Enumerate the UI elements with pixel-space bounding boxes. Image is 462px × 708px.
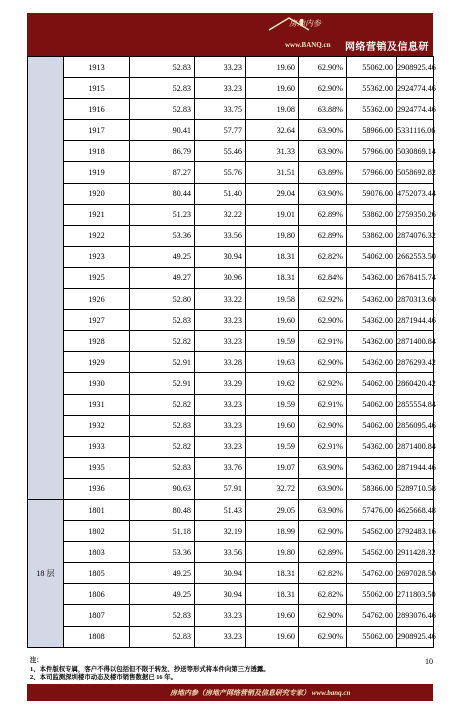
value-cell: 33.23 [195, 626, 246, 647]
value-cell: 62.90% [299, 57, 347, 78]
value-cell: 5058692.82 [397, 162, 434, 183]
floor-cell [28, 57, 64, 500]
value-cell: 62.90% [299, 415, 347, 436]
value-cell: 30.96 [195, 267, 246, 288]
value-cell: 80.44 [130, 183, 195, 204]
value-cell: 53862.00 [347, 225, 397, 246]
value-cell: 62.89% [299, 204, 347, 225]
value-cell: 19.60 [246, 57, 299, 78]
unit-number-cell: 1930 [64, 373, 130, 394]
value-cell: 5289710.58 [397, 478, 434, 499]
value-cell: 52.83 [130, 457, 195, 478]
value-cell: 62.90% [299, 352, 347, 373]
value-cell: 52.82 [130, 394, 195, 415]
table-row [28, 563, 434, 584]
value-cell: 2792483.16 [397, 521, 434, 542]
table-row [28, 99, 434, 120]
value-cell: 54762.00 [347, 605, 397, 626]
value-cell: 30.94 [195, 563, 246, 584]
value-cell: 63.90% [299, 457, 347, 478]
header-title: 网络营销及信息研究专家 [345, 42, 429, 68]
table-row [28, 415, 434, 436]
table-row [28, 478, 434, 499]
unit-number-cell: 1920 [64, 183, 130, 204]
table-row [28, 246, 434, 267]
value-cell: 49.27 [130, 267, 195, 288]
value-cell: 2874076.32 [397, 225, 434, 246]
value-cell: 54362.00 [347, 457, 397, 478]
value-cell: 52.91 [130, 373, 195, 394]
value-cell: 52.83 [130, 99, 195, 120]
value-cell: 2871944.46 [397, 457, 434, 478]
value-cell: 19.60 [246, 78, 299, 99]
value-cell: 2759350.26 [397, 204, 434, 225]
value-cell: 18.31 [246, 267, 299, 288]
value-cell: 62.91% [299, 436, 347, 457]
value-cell: 33.23 [195, 78, 246, 99]
value-cell: 62.90% [299, 521, 347, 542]
table-row [28, 310, 434, 331]
value-cell: 54362.00 [347, 331, 397, 352]
value-cell: 54062.00 [347, 415, 397, 436]
value-cell: 33.28 [195, 352, 246, 373]
page-number: 10 [425, 657, 433, 666]
table-row [28, 267, 434, 288]
value-cell: 54062.00 [347, 246, 397, 267]
table-row [28, 331, 434, 352]
value-cell: 62.89% [299, 542, 347, 563]
value-cell: 19.63 [246, 352, 299, 373]
unit-number-cell: 1919 [64, 162, 130, 183]
value-cell: 18.31 [246, 563, 299, 584]
unit-number-cell: 1931 [64, 394, 130, 415]
value-cell: 58366.00 [347, 478, 397, 499]
table-row [28, 521, 434, 542]
value-cell: 55362.00 [347, 99, 397, 120]
value-cell: 54362.00 [347, 267, 397, 288]
table-row [28, 457, 434, 478]
value-cell: 55062.00 [347, 626, 397, 647]
value-cell: 51.23 [130, 204, 195, 225]
value-cell: 53.36 [130, 542, 195, 563]
value-cell: 54062.00 [347, 373, 397, 394]
value-cell: 18.31 [246, 246, 299, 267]
value-cell: 31.33 [246, 141, 299, 162]
value-cell: 63.89% [299, 162, 347, 183]
value-cell: 19.60 [246, 626, 299, 647]
value-cell: 31.51 [246, 162, 299, 183]
unit-number-cell: 1928 [64, 331, 130, 352]
value-cell: 33.23 [195, 310, 246, 331]
table-row [28, 542, 434, 563]
value-cell: 2876293.42 [397, 352, 434, 373]
value-cell: 33.75 [195, 99, 246, 120]
value-cell: 62.90% [299, 78, 347, 99]
table-row [28, 436, 434, 457]
value-cell: 90.41 [130, 120, 195, 141]
value-cell: 80.48 [130, 499, 195, 520]
value-cell: 52.83 [130, 310, 195, 331]
value-cell: 52.82 [130, 436, 195, 457]
value-cell: 57476.00 [347, 499, 397, 520]
table-row [28, 352, 434, 373]
footer-text: 房地内参（房地产网络营销及信息研究专家） www.banq.cn [170, 689, 351, 697]
value-cell: 62.82% [299, 246, 347, 267]
value-cell: 33.29 [195, 373, 246, 394]
unit-number-cell: 1808 [64, 626, 130, 647]
value-cell: 52.83 [130, 78, 195, 99]
unit-number-cell: 1806 [64, 584, 130, 605]
value-cell: 4625668.48 [397, 499, 434, 520]
value-cell: 2908925.46 [397, 626, 434, 647]
value-cell: 62.89% [299, 225, 347, 246]
table-row [28, 204, 434, 225]
value-cell: 33.22 [195, 289, 246, 310]
value-cell: 54062.00 [347, 394, 397, 415]
value-cell: 5030869.14 [397, 141, 434, 162]
value-cell: 54762.00 [347, 563, 397, 584]
notes [30, 657, 270, 683]
value-cell: 2871400.84 [397, 436, 434, 457]
unit-number-cell: 1929 [64, 352, 130, 373]
value-cell: 2893076.46 [397, 605, 434, 626]
value-cell: 33.23 [195, 331, 246, 352]
value-cell: 19.60 [246, 415, 299, 436]
value-cell: 33.23 [195, 605, 246, 626]
table-row [28, 626, 434, 647]
value-cell: 53.36 [130, 225, 195, 246]
value-cell: 33.23 [195, 394, 246, 415]
value-cell: 49.25 [130, 563, 195, 584]
value-cell: 90.63 [130, 478, 195, 499]
value-cell: 19.80 [246, 225, 299, 246]
table-row [28, 499, 434, 520]
value-cell: 19.60 [246, 605, 299, 626]
value-cell: 55.46 [195, 141, 246, 162]
unit-number-cell: 1805 [64, 563, 130, 584]
value-cell: 54362.00 [347, 352, 397, 373]
value-cell: 2871944.46 [397, 310, 434, 331]
value-cell: 63.88% [299, 99, 347, 120]
unit-number-cell: 1913 [64, 57, 130, 78]
value-cell: 19.80 [246, 542, 299, 563]
value-cell: 19.07 [246, 457, 299, 478]
value-cell: 32.22 [195, 204, 246, 225]
value-cell: 19.08 [246, 99, 299, 120]
value-cell: 2711803.50 [397, 584, 434, 605]
value-cell: 30.94 [195, 246, 246, 267]
value-cell: 33.23 [195, 415, 246, 436]
notes-line-2: 2、本司监测深圳楼市动态及楼市销售数据已 16 年。 [30, 674, 177, 682]
value-cell: 19.60 [246, 310, 299, 331]
unit-number-cell: 1921 [64, 204, 130, 225]
unit-number-cell: 1923 [64, 246, 130, 267]
value-cell: 52.83 [130, 415, 195, 436]
value-cell: 2662553.50 [397, 246, 434, 267]
value-cell: 2870313.60 [397, 289, 434, 310]
notes-line-1: 1、本件版权专属，客户不得以包括但不限于转发、抄送等形式将本件向第三方透露。 [30, 665, 270, 673]
value-cell: 51.40 [195, 183, 246, 204]
table-row [28, 141, 434, 162]
unit-number-cell: 1917 [64, 120, 130, 141]
value-cell: 19.62 [246, 373, 299, 394]
value-cell: 2856095.46 [397, 415, 434, 436]
value-cell: 5331116.06 [397, 120, 434, 141]
unit-number-cell: 1802 [64, 521, 130, 542]
value-cell: 33.56 [195, 225, 246, 246]
unit-number-cell: 1922 [64, 225, 130, 246]
value-cell: 63.90% [299, 183, 347, 204]
value-cell: 62.92% [299, 289, 347, 310]
unit-number-cell: 1801 [64, 499, 130, 520]
value-cell: 63.90% [299, 478, 347, 499]
table-row [28, 394, 434, 415]
value-cell: 49.25 [130, 246, 195, 267]
value-cell: 19.59 [246, 331, 299, 352]
value-cell: 54362.00 [347, 436, 397, 457]
value-cell: 55.76 [195, 162, 246, 183]
value-cell: 33.23 [195, 57, 246, 78]
value-cell: 33.23 [195, 436, 246, 457]
value-cell: 63.90% [299, 120, 347, 141]
value-cell: 62.91% [299, 394, 347, 415]
brand-name: 房地内参 [289, 19, 321, 28]
unit-number-cell: 1807 [64, 605, 130, 626]
unit-number-cell: 1803 [64, 542, 130, 563]
value-cell: 62.91% [299, 331, 347, 352]
value-cell: 2697028.50 [397, 563, 434, 584]
value-cell: 54562.00 [347, 521, 397, 542]
value-cell: 62.90% [299, 310, 347, 331]
value-cell: 52.83 [130, 605, 195, 626]
value-cell: 53862.00 [347, 204, 397, 225]
value-cell: 49.25 [130, 584, 195, 605]
value-cell: 63.90% [299, 141, 347, 162]
value-cell: 19.01 [246, 204, 299, 225]
value-cell: 32.64 [246, 120, 299, 141]
value-cell: 19.59 [246, 394, 299, 415]
value-cell: 87.27 [130, 162, 195, 183]
unit-number-cell: 1925 [64, 267, 130, 288]
value-cell: 54562.00 [347, 542, 397, 563]
value-cell: 59076.00 [347, 183, 397, 204]
value-cell: 2855554.84 [397, 394, 434, 415]
value-cell: 32.19 [195, 521, 246, 542]
value-cell: 52.91 [130, 352, 195, 373]
value-cell: 51.43 [195, 499, 246, 520]
value-cell: 2924774.46 [397, 78, 434, 99]
value-cell: 29.04 [246, 183, 299, 204]
value-cell: 30.94 [195, 584, 246, 605]
value-cell: 86.79 [130, 141, 195, 162]
value-cell: 62.82% [299, 584, 347, 605]
value-cell: 54362.00 [347, 289, 397, 310]
price-table [27, 56, 434, 648]
value-cell: 2860420.42 [397, 373, 434, 394]
value-cell: 19.59 [246, 436, 299, 457]
unit-number-cell: 1933 [64, 436, 130, 457]
notes-title: 注： [30, 657, 43, 664]
value-cell: 55362.00 [347, 78, 397, 99]
value-cell: 54362.00 [347, 310, 397, 331]
unit-number-cell: 1935 [64, 457, 130, 478]
value-cell: 55062.00 [347, 584, 397, 605]
value-cell: 57.91 [195, 478, 246, 499]
value-cell: 32.72 [246, 478, 299, 499]
unit-number-cell: 1915 [64, 78, 130, 99]
table-row [28, 78, 434, 99]
value-cell: 2678415.74 [397, 267, 434, 288]
value-cell: 62.90% [299, 626, 347, 647]
value-cell: 4752073.44 [397, 183, 434, 204]
table-row [28, 120, 434, 141]
unit-number-cell: 1927 [64, 310, 130, 331]
brand-url: www.BANQ.cn [285, 41, 331, 49]
unit-number-cell: 1916 [64, 99, 130, 120]
value-cell: 51.18 [130, 521, 195, 542]
table-row [28, 605, 434, 626]
value-cell: 62.90% [299, 605, 347, 626]
table-row [28, 225, 434, 246]
value-cell: 18.31 [246, 584, 299, 605]
value-cell: 52.83 [130, 57, 195, 78]
table-row [28, 57, 434, 78]
unit-number-cell: 1932 [64, 415, 130, 436]
unit-number-cell: 1936 [64, 478, 130, 499]
value-cell: 2871400.84 [397, 331, 434, 352]
value-cell: 52.82 [130, 331, 195, 352]
value-cell: 52.80 [130, 289, 195, 310]
value-cell: 58966.00 [347, 120, 397, 141]
value-cell: 2911428.32 [397, 542, 434, 563]
value-cell: 62.84% [299, 267, 347, 288]
value-cell: 29.05 [246, 499, 299, 520]
value-cell: 2924774.46 [397, 99, 434, 120]
value-cell: 62.92% [299, 373, 347, 394]
value-cell: 33.76 [195, 457, 246, 478]
table-row [28, 584, 434, 605]
value-cell: 52.83 [130, 626, 195, 647]
unit-number-cell: 1918 [64, 141, 130, 162]
value-cell: 57966.00 [347, 162, 397, 183]
table-row [28, 289, 434, 310]
floor-cell: 18 层 [28, 499, 64, 647]
unit-number-cell: 1926 [64, 289, 130, 310]
table-row [28, 162, 434, 183]
value-cell: 57.77 [195, 120, 246, 141]
value-cell: 19.58 [246, 289, 299, 310]
value-cell: 55062.00 [347, 57, 397, 78]
table-row [28, 373, 434, 394]
table-row [28, 183, 434, 204]
value-cell: 2908925.46 [397, 57, 434, 78]
value-cell: 63.90% [299, 499, 347, 520]
value-cell: 33.56 [195, 542, 246, 563]
value-cell: 57966.00 [347, 141, 397, 162]
value-cell: 18.99 [246, 521, 299, 542]
value-cell: 62.82% [299, 563, 347, 584]
